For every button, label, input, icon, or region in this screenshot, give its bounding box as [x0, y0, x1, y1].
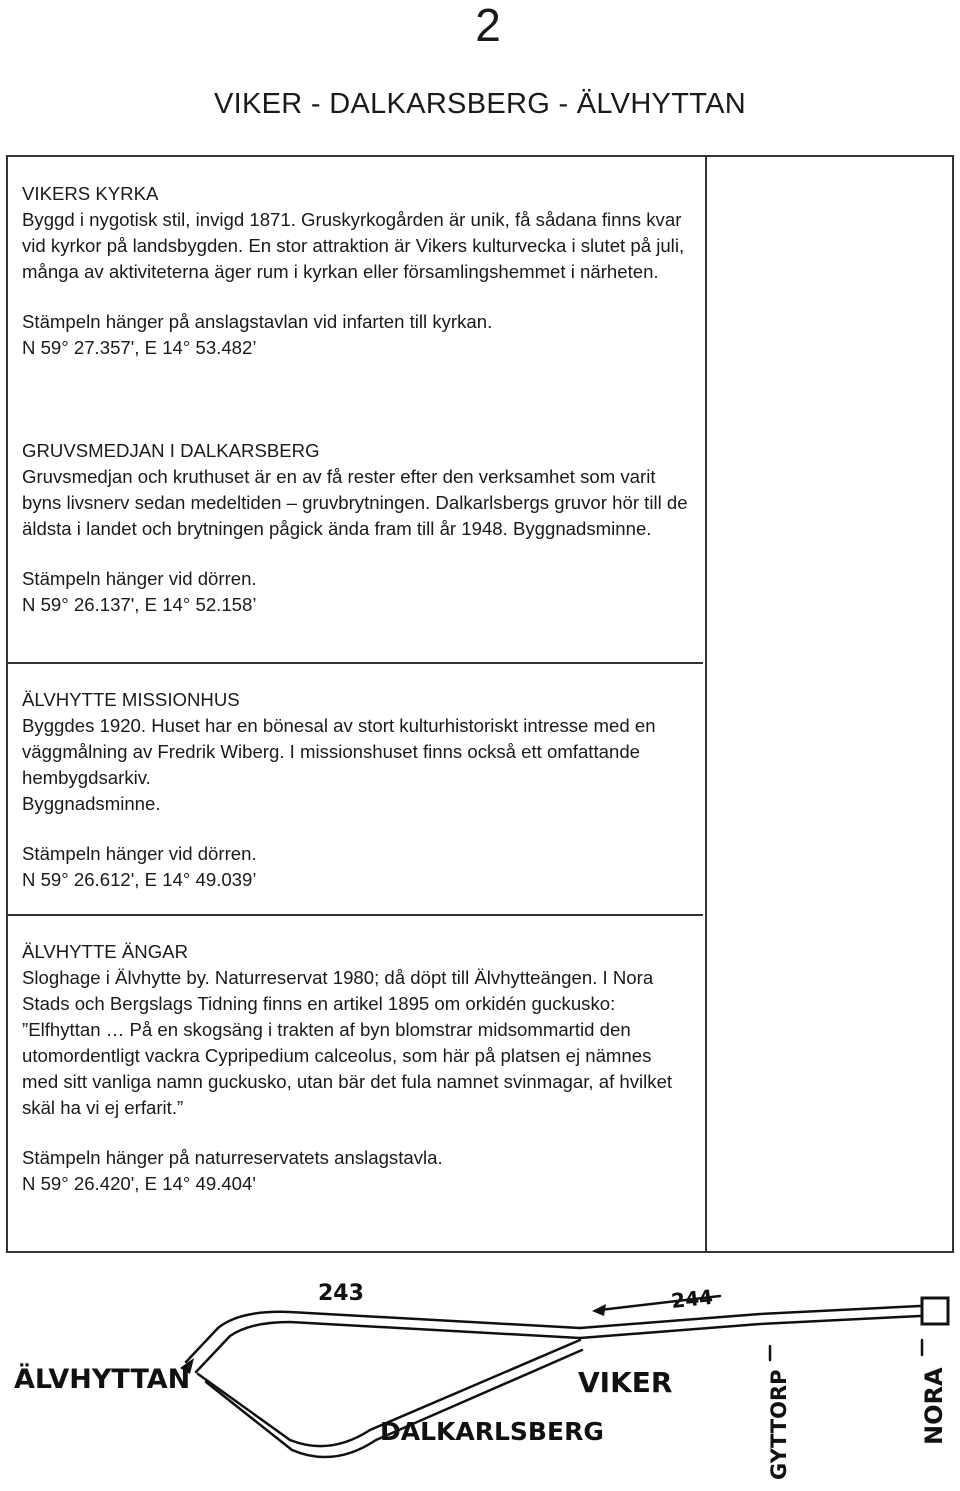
place-label-gyttorp: GYTTORP — [767, 1369, 791, 1480]
section-heading: ÄLVHYTTE ÄNGAR — [22, 941, 188, 962]
route-map — [0, 1270, 960, 1491]
section-body: Sloghage i Älvhytte by. Naturreservat 1980; då döpt till Älvhytteängen. I Nora Stads och Bergslags Tidning finns en artikel 1895 om orkidén guckusko: ”Elfhyttan … På en skogsäng i trakten af byn blomstrar midsommartid den utomordentligt vackra Cypripedium calceolus, som här på platsen ej nämnes med sitt vanliga namn guckusko, utan bär det fula namnet svinmagar, af hvilket skäl ha vi ej erfarit.” — [22, 967, 673, 1118]
gps-coordinates: N 59° 26.137', E 14° 52.158’ — [22, 594, 257, 615]
section-alvhytte-angar — [22, 939, 692, 1197]
gps-coordinates: N 59° 26.612', E 14° 49.039’ — [22, 869, 257, 890]
place-label-dalkarlsberg: DALKARLSBERG — [380, 1417, 604, 1446]
road-label-244: 244 — [670, 1284, 715, 1313]
section-body: Gruvsmedjan och kruthuset är en av få rester efter den verksamhet som varit byns livsnerv sedan medeltiden – gruvbrytningen. Dalkarlsbergs gruvor hör till de äldsta i landet och brytningen pågick ända fram till år 1948. Byggnadsminne. — [22, 466, 688, 539]
place-label-viker: VIKER — [578, 1366, 673, 1399]
road-label-243: 243 — [318, 1281, 364, 1306]
gps-coordinates: N 59° 26.420', E 14° 49.404' — [22, 1173, 256, 1194]
row-divider — [8, 662, 703, 664]
section-alvhytte-missionhus — [22, 687, 692, 893]
section-vikers-kyrka — [22, 181, 692, 361]
stamp-location: Stämpeln hänger vid dörren. — [22, 843, 257, 864]
page-number: 2 — [475, 0, 501, 51]
section-body: Byggd i nygotisk stil, invigd 1871. Gruskyrkogården är unik, få sådana finns kvar vid kyrkor på landsbygden. En stor attraktion är Vikers kulturvecka i slutet på juli, många av aktiviteterna äger rum i kyrkan eller församlingshemmet i närheten. — [22, 209, 685, 282]
stamp-table — [6, 155, 954, 1253]
gps-coordinates: N 59° 27.357', E 14° 53.482’ — [22, 337, 257, 358]
row-divider — [8, 914, 703, 916]
section-gruvsmedjan — [22, 438, 692, 618]
stamp-location: Stämpeln hänger på naturreservatets anslagstavla. — [22, 1147, 443, 1168]
place-label-nora: NORA — [920, 1367, 948, 1445]
stamp-location: Stämpeln hänger vid dörren. — [22, 568, 257, 589]
section-heading: GRUVSMEDJAN I DALKARSBERG — [22, 440, 320, 461]
page-title: VIKER - DALKARSBERG - ÄLVHYTTAN — [214, 88, 746, 120]
stamp-location: Stämpeln hänger på anslagstavlan vid infarten till kyrkan. — [22, 311, 493, 332]
place-label-alvhyttan: ÄLVHYTTAN — [14, 1364, 191, 1395]
section-body-extra: Byggnadsminne. — [22, 793, 161, 814]
section-heading: VIKERS KYRKA — [22, 183, 159, 204]
section-heading: ÄLVHYTTE MISSIONHUS — [22, 689, 240, 710]
section-body: Byggdes 1920. Huset har en bönesal av stort kulturhistoriskt intresse med en väggmålning av Fredrik Wiberg. I missionshuset finns också ett omfattande hembygdsarkiv. — [22, 715, 656, 788]
stamp-column-divider — [705, 157, 707, 1251]
road-243 — [186, 1312, 580, 1362]
arrow-icon — [592, 1304, 606, 1316]
nora-marker — [922, 1298, 948, 1324]
